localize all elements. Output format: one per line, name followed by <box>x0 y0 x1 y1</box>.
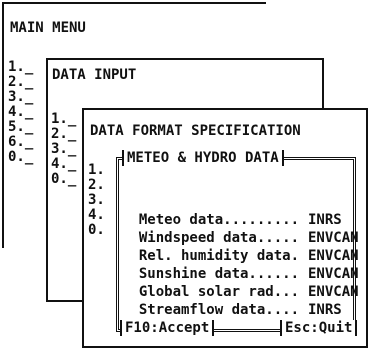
dialog-title: METEO & HYDRO DATA <box>122 150 284 166</box>
main-menu-item-5[interactable]: 5._ <box>8 119 34 135</box>
data-format-title: DATA FORMAT SPECIFICATION <box>90 123 301 139</box>
row-value[interactable]: ENVCAN <box>308 248 359 264</box>
main-menu-item-1[interactable]: 1._ <box>8 59 34 75</box>
main-menu-item-6[interactable]: 6._ <box>8 134 34 150</box>
data-input-title: DATA INPUT <box>52 67 137 83</box>
data-input-item-4[interactable]: 4._ <box>51 156 77 172</box>
data-format-items <box>88 163 105 238</box>
row-value[interactable]: ENVCAN <box>308 266 359 282</box>
row-label: Global solar rad... <box>138 284 300 300</box>
row-value[interactable]: INRS <box>308 302 342 318</box>
main-menu-item-3[interactable]: 3._ <box>8 89 34 105</box>
data-input-item-1[interactable]: 1._ <box>51 111 77 127</box>
accept-button[interactable]: F10:Accept <box>120 320 214 336</box>
main-menu-items <box>8 60 33 165</box>
main-menu-item-2[interactable]: 2._ <box>8 74 34 90</box>
main-menu-item-0[interactable]: 0._ <box>8 149 34 165</box>
row-label: Rel. humidity data. <box>138 248 300 264</box>
row-label: Streamflow data.... <box>138 302 300 318</box>
main-menu-title: MAIN MENU <box>10 20 86 36</box>
data-format-item-0[interactable]: 0. <box>88 222 105 238</box>
data-format-item-3[interactable]: 3. <box>88 192 105 208</box>
row-value[interactable]: ENVCAN <box>308 230 359 246</box>
row-label: Sunshine data...... <box>138 266 300 282</box>
main-menu-item-4[interactable]: 4._ <box>8 104 34 120</box>
row-label: Meteo data......... <box>138 212 300 228</box>
data-input-item-3[interactable]: 3._ <box>51 141 77 157</box>
row-label: Windspeed data..... <box>138 230 300 246</box>
row-value[interactable]: ENVCAN <box>308 284 359 300</box>
data-input-item-2[interactable]: 2._ <box>51 126 77 142</box>
data-format-item-1[interactable]: 1. <box>88 162 105 178</box>
data-input-items <box>51 112 76 187</box>
data-format-item-2[interactable]: 2. <box>88 177 105 193</box>
data-input-item-0[interactable]: 0._ <box>51 171 77 187</box>
row-value[interactable]: INRS <box>308 212 342 228</box>
data-format-item-4[interactable]: 4. <box>88 207 105 223</box>
quit-button[interactable]: Esc:Quit <box>280 320 357 336</box>
